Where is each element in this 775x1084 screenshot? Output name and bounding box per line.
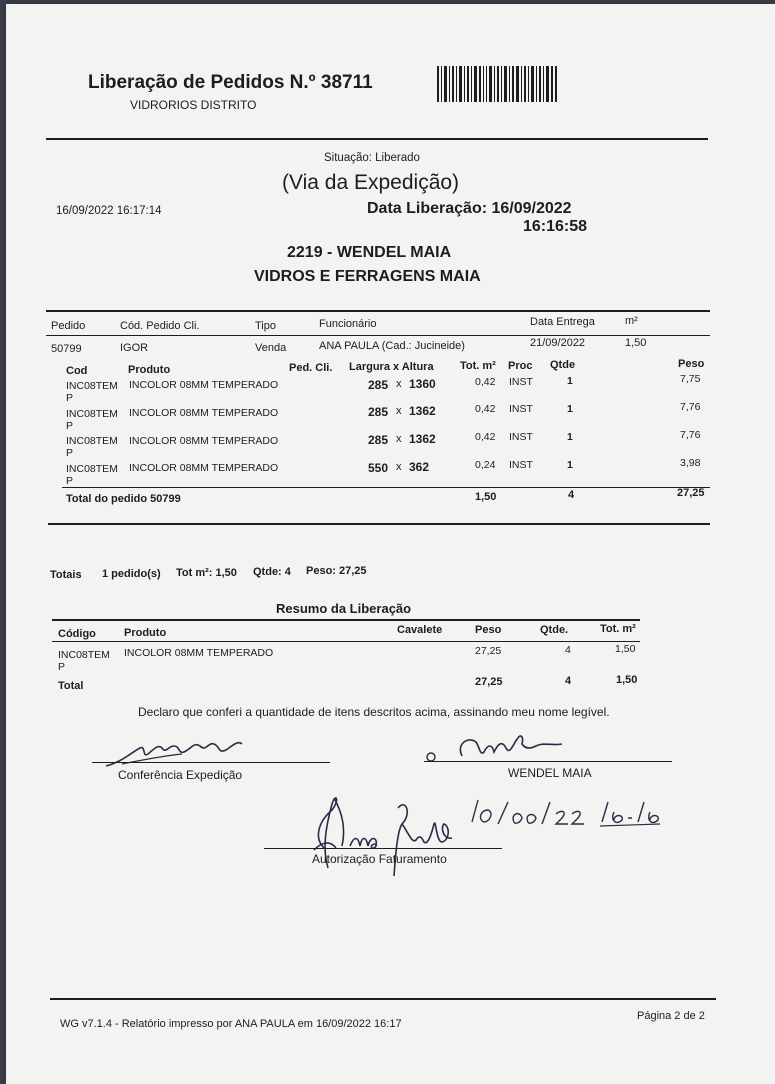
item-peso: 7,76 bbox=[680, 429, 701, 441]
item-cod: INC08TEM bbox=[66, 463, 118, 475]
via-title: (Via da Expedição) bbox=[282, 171, 460, 194]
signature-line bbox=[92, 762, 330, 763]
item-proc: INST bbox=[509, 376, 533, 388]
document-title: Liberação de Pedidos N.º 38711 bbox=[88, 72, 373, 93]
item-produto: INCOLOR 08MM TEMPERADO bbox=[129, 435, 279, 447]
items-col-cod: Cod bbox=[66, 365, 88, 377]
divider bbox=[50, 998, 716, 1000]
item-peso: 3,98 bbox=[680, 457, 701, 469]
conferencia-label: Conferência Expedição bbox=[118, 768, 243, 782]
signature-line bbox=[264, 848, 502, 849]
items-col-qtde: Qtde bbox=[550, 359, 576, 371]
item-largura: 285 bbox=[368, 405, 389, 419]
order-employee: ANA PAULA (Cad.: Jucineide) bbox=[319, 340, 465, 352]
order-total-peso: 27,25 bbox=[677, 487, 705, 499]
items-col-proc: Proc bbox=[508, 360, 533, 372]
col-cod-pedido-cli: Cód. Pedido Cli. bbox=[120, 320, 200, 332]
item-totm2: 0,42 bbox=[475, 376, 496, 388]
item-totm2: 0,42 bbox=[475, 403, 496, 415]
order-type: Venda bbox=[255, 342, 287, 354]
totals-m2: Tot m²: 1,50 bbox=[176, 567, 237, 579]
order-total-m2: 1,50 bbox=[475, 491, 497, 503]
item-cod-suffix: P bbox=[66, 392, 74, 404]
item-qtde: 1 bbox=[567, 375, 573, 387]
items-col-produto: Produto bbox=[128, 364, 171, 376]
status-text: Situação: Liberado bbox=[324, 152, 420, 164]
signature-line bbox=[424, 761, 672, 762]
autorizacao-label: Autorização Faturamento bbox=[312, 852, 447, 866]
resumo-row-cod-suffix: P bbox=[58, 661, 66, 673]
resumo-col-qtde: Qtde. bbox=[540, 624, 569, 636]
divider bbox=[46, 138, 708, 140]
col-tipo: Tipo bbox=[255, 320, 276, 332]
client-company: VIDROS E FERRAGENS MAIA bbox=[254, 268, 481, 285]
items-col-totm2: Tot. m² bbox=[460, 360, 496, 372]
order-client-code: IGOR bbox=[120, 342, 149, 354]
item-x: x bbox=[396, 433, 402, 445]
col-pedido: Pedido bbox=[51, 320, 86, 332]
resumo-row-produto: INCOLOR 08MM TEMPERADO bbox=[124, 647, 274, 659]
items-col-peso: Peso bbox=[678, 358, 705, 370]
item-peso: 7,76 bbox=[680, 401, 701, 413]
item-peso: 7,75 bbox=[680, 373, 701, 385]
totals-peso: Peso: 27,25 bbox=[306, 565, 367, 577]
order-total-label: Total do pedido 50799 bbox=[66, 493, 181, 505]
item-proc: INST bbox=[509, 403, 533, 415]
printed-at: 16/09/2022 16:17:14 bbox=[56, 205, 162, 217]
resumo-total-label: Total bbox=[58, 680, 84, 692]
resumo-col-cavalete: Cavalete bbox=[397, 624, 443, 636]
resumo-row-cod: INC08TEM bbox=[58, 649, 110, 661]
footer-page: Página 2 de 2 bbox=[637, 1010, 705, 1022]
resumo-total-qtde: 4 bbox=[565, 675, 572, 687]
item-produto: INCOLOR 08MM TEMPERADO bbox=[129, 462, 279, 474]
resumo-col-peso: Peso bbox=[475, 624, 502, 636]
order-delivery-date: 21/09/2022 bbox=[530, 337, 586, 349]
item-qtde: 1 bbox=[567, 431, 573, 443]
item-totm2: 0,24 bbox=[475, 459, 496, 471]
handwritten-date bbox=[464, 792, 664, 832]
footer-printed-by: WG v7.1.4 - Relatório impresso por ANA PAULA em 16/09/2022 16:17 bbox=[60, 1018, 402, 1030]
company-name: VIDRORIOS DISTRITO bbox=[130, 98, 257, 112]
item-largura: 550 bbox=[368, 461, 389, 475]
resumo-total-peso: 27,25 bbox=[475, 676, 503, 688]
client-code-name: 2219 - WENDEL MAIA bbox=[287, 244, 452, 261]
item-altura: 1360 bbox=[409, 377, 436, 391]
items-col-ped-cli: Ped. Cli. bbox=[289, 362, 333, 374]
item-largura: 285 bbox=[368, 433, 389, 447]
barcode-icon bbox=[437, 66, 557, 102]
signature-marcio bbox=[102, 734, 252, 770]
item-x: x bbox=[396, 461, 402, 473]
item-altura: 1362 bbox=[409, 404, 436, 418]
resumo-row-peso: 27,25 bbox=[475, 645, 502, 657]
document-page bbox=[6, 4, 775, 1084]
order-total-qtde: 4 bbox=[568, 489, 575, 501]
col-m2: m² bbox=[625, 315, 638, 327]
item-cod: INC08TEM bbox=[66, 380, 118, 392]
col-data-entrega: Data Entrega bbox=[530, 316, 595, 328]
totals-pedidos: 1 pedido(s) bbox=[102, 568, 161, 580]
resumo-col-produto: Produto bbox=[124, 627, 167, 639]
resumo-title: Resumo da Liberação bbox=[276, 601, 412, 616]
divider bbox=[52, 641, 640, 642]
item-cod-suffix: P bbox=[66, 475, 74, 487]
item-totm2: 0,42 bbox=[475, 431, 496, 443]
item-qtde: 1 bbox=[567, 403, 573, 415]
release-time: 16:16:58 bbox=[523, 218, 588, 235]
wendel-label: WENDEL MAIA bbox=[508, 766, 592, 780]
declaration-text: Declaro que conferi a quantidade de itens descritos acima, assinando meu nome legível. bbox=[138, 705, 610, 719]
item-cod-suffix: P bbox=[66, 420, 74, 432]
release-date: Data Liberação: 16/09/2022 bbox=[367, 200, 572, 217]
resumo-col-totm2: Tot. m² bbox=[600, 623, 636, 635]
item-altura: 1362 bbox=[409, 432, 436, 446]
totals-qtde: Qtde: 4 bbox=[253, 566, 291, 578]
item-largura: 285 bbox=[368, 378, 389, 392]
item-cod-suffix: P bbox=[66, 447, 74, 459]
item-altura: 362 bbox=[409, 460, 430, 474]
item-proc: INST bbox=[509, 459, 533, 471]
col-funcionario: Funcionário bbox=[319, 318, 377, 330]
item-x: x bbox=[396, 405, 402, 417]
resumo-col-codigo: Código bbox=[58, 628, 96, 640]
divider bbox=[46, 310, 710, 312]
item-proc: INST bbox=[509, 431, 533, 443]
item-produto: INCOLOR 08MM TEMPERADO bbox=[129, 407, 279, 419]
resumo-row-totm2: 1,50 bbox=[615, 643, 636, 655]
order-m2: 1,50 bbox=[625, 337, 647, 349]
divider bbox=[62, 487, 710, 488]
item-cod: INC08TEM bbox=[66, 408, 118, 420]
item-qtde: 1 bbox=[567, 459, 573, 471]
item-produto: INCOLOR 08MM TEMPERADO bbox=[129, 379, 279, 391]
item-cod: INC08TEM bbox=[66, 435, 118, 447]
items-col-dims: Largura x Altura bbox=[349, 361, 434, 373]
divider bbox=[48, 523, 710, 525]
resumo-row-qtde: 4 bbox=[565, 644, 571, 656]
divider bbox=[46, 335, 710, 336]
order-number: 50799 bbox=[51, 343, 82, 355]
item-x: x bbox=[396, 378, 402, 390]
divider bbox=[52, 619, 640, 621]
resumo-total-totm2: 1,50 bbox=[616, 674, 638, 686]
totals-label: Totais bbox=[50, 569, 82, 581]
